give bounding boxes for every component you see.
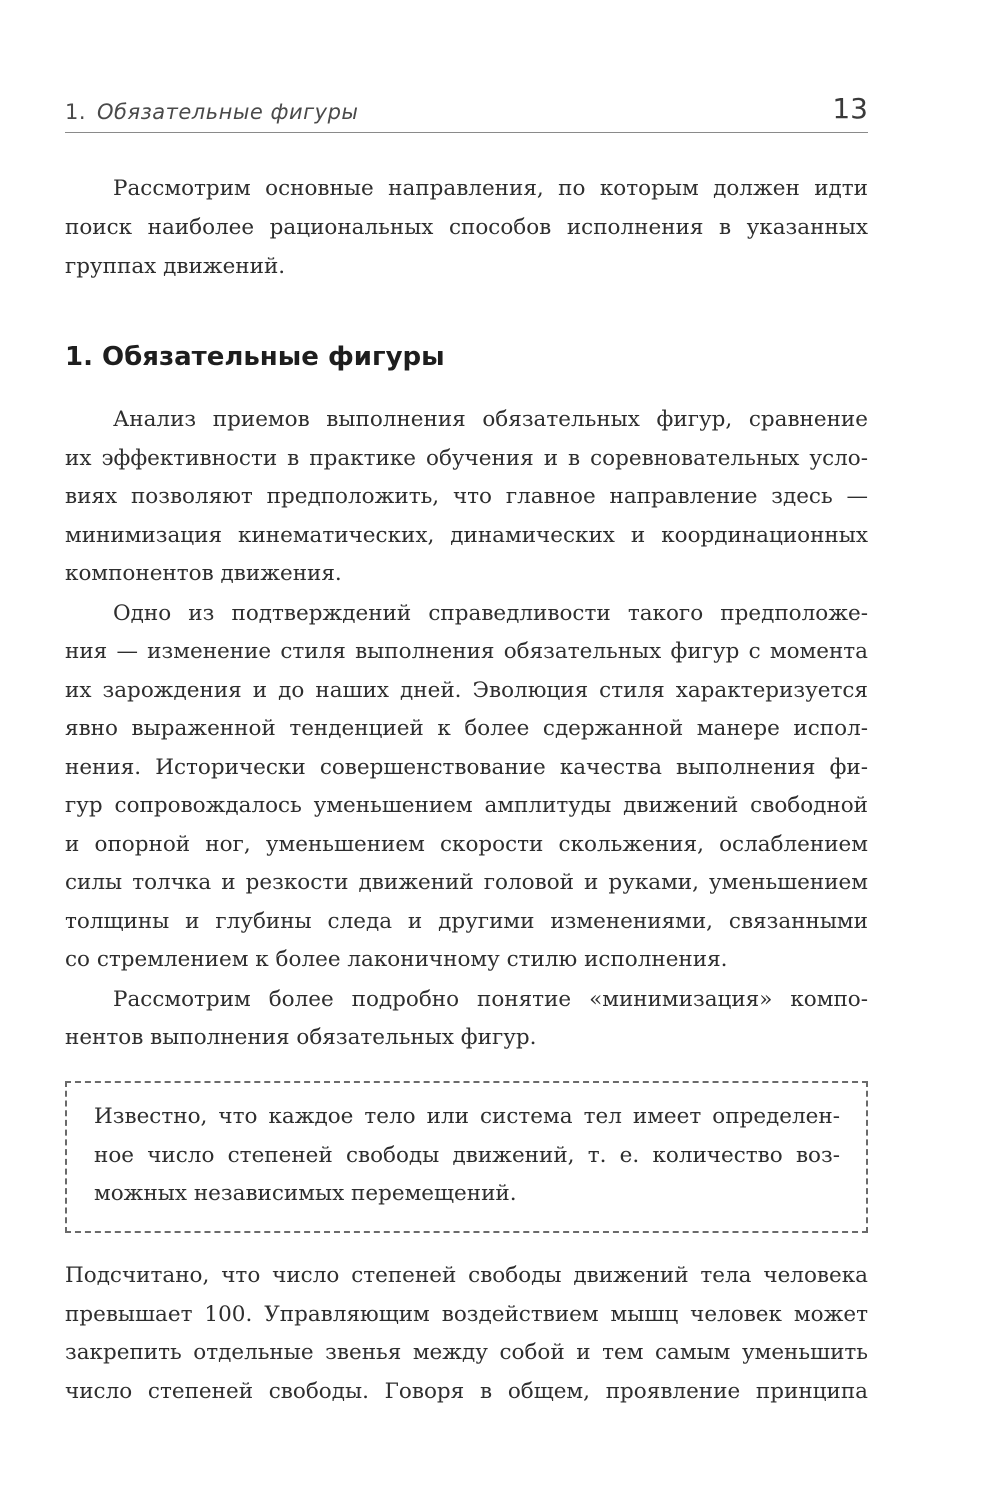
paragraph1-line: виях позволяют предположить, что главное направление здесь —: [65, 484, 868, 509]
paragraph1-line: Анализ приемов выполнения обязательных фигур, сравнение: [113, 407, 868, 432]
paragraph2-line: Одно из подтверждений справедливости такого предположе-: [113, 601, 868, 626]
page-number: 13: [832, 92, 868, 125]
paragraph4-line: превышает 100. Управляющим воздействием мышц человек может: [65, 1302, 868, 1327]
intro-line: Рассмотрим основные направления, по которым должен идти: [113, 176, 868, 201]
paragraph2-line: гур сопровождалось уменьшением амплитуды движений свободной: [65, 793, 868, 818]
running-head: [65, 88, 868, 133]
paragraph1-line: минимизация кинематических, динамических и координационных: [65, 523, 868, 548]
paragraph2-line: явно выраженной тенденцией к более сдержанной манере испол-: [65, 716, 868, 741]
callout-line: Известно, что каждое тело или система тел имеет определен-: [94, 1104, 840, 1129]
callout-line: ное число степеней свободы движений, т. е. количество воз-: [94, 1143, 840, 1168]
paragraph2-line: ния — изменение стиля выполнения обязательных фигур с момента: [65, 639, 868, 664]
section-heading: 1. Обязательные фигуры: [65, 342, 445, 372]
paragraph3-line: Рассмотрим более подробно понятие «минимизация» компо-: [113, 987, 868, 1012]
paragraph2-line: и опорной ног, уменьшением скорости скольжения, ослаблением: [65, 832, 868, 857]
intro-line: группах движений.: [65, 254, 286, 279]
paragraph1-line: их эффективности в практике обучения и в соревновательных усло-: [65, 446, 868, 471]
paragraph3-line: нентов выполнения обязательных фигур.: [65, 1025, 537, 1050]
paragraph4-line: Подсчитано, что число степеней свободы движений тела человека: [65, 1263, 868, 1288]
intro-line: поиск наиболее рациональных способов исполнения в указанных: [65, 215, 868, 240]
paragraph2-line: толщины и глубины следа и другими изменениями, связанными: [65, 909, 868, 934]
paragraph4-line: закрепить отдельные звенья между собой и тем самым уменьшить: [65, 1340, 868, 1365]
paragraph2-line: со стремлением к более лаконичному стилю исполнения.: [65, 947, 728, 972]
running-head-section-title: Обязательные фигуры: [97, 100, 359, 124]
paragraph4-line: число степеней свободы. Говоря в общем, проявление принципа: [65, 1379, 868, 1404]
paragraph2-line: силы толчка и резкости движений головой и руками, уменьшением: [65, 870, 868, 895]
paragraph2-line: нения. Исторически совершенствование качества выполнения фи-: [65, 755, 868, 780]
callout-line: можных независимых перемещений.: [94, 1181, 517, 1206]
paragraph2-line: их зарождения и до наших дней. Эволюция стиля характеризуется: [65, 678, 868, 703]
running-head-section-number: 1.: [65, 100, 87, 124]
paragraph1-line: компонентов движения.: [65, 561, 342, 586]
